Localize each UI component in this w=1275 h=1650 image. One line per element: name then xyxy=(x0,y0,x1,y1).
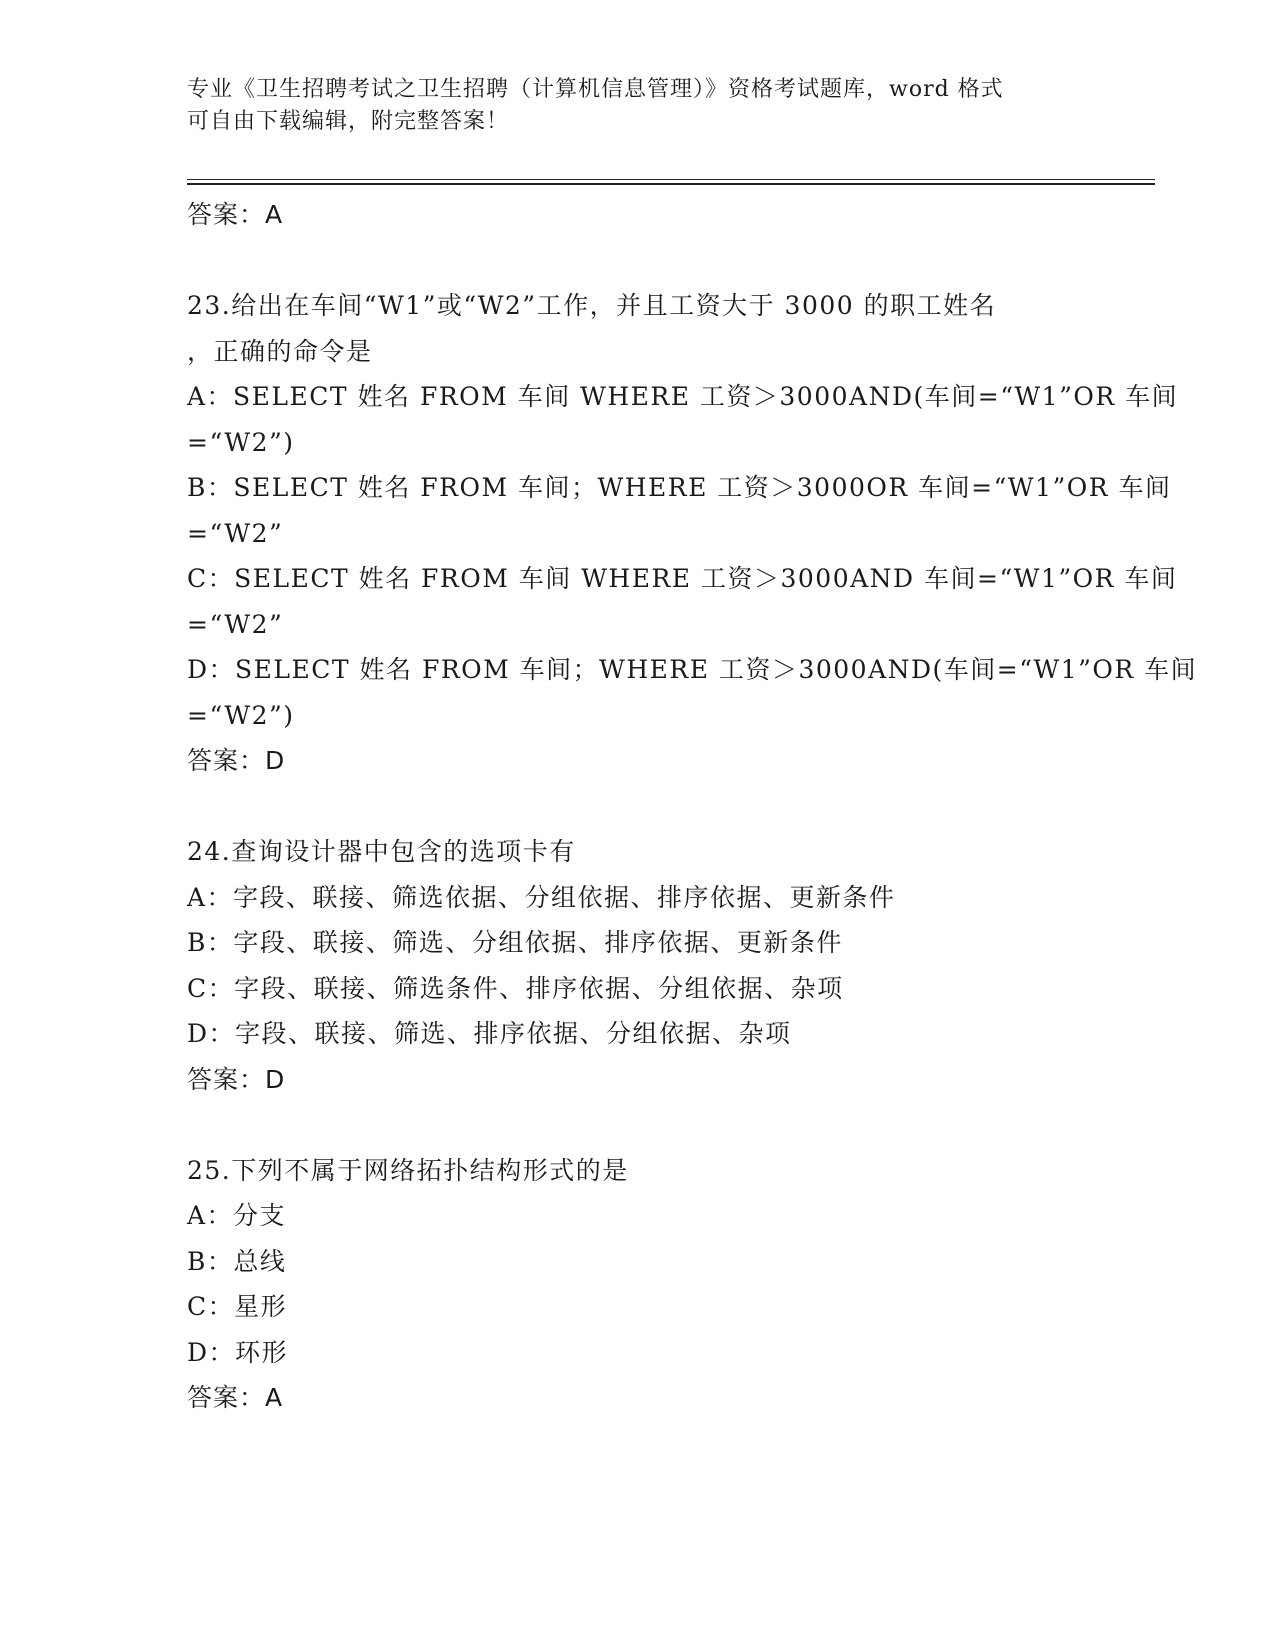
spacer xyxy=(187,784,1147,830)
question-23-option-c-line-1: C：SELECT 姓名 FROM 车间 WHERE 工资＞3000AND 车间=“W1”OR 车间 xyxy=(187,564,1178,593)
header-line-1: 专业《卫生招聘考试之卫生招聘（计算机信息管理）》资格考试题库，word 格式 xyxy=(187,77,1004,102)
question-25-stem: 25.下列不属于网络拓扑结构形式的是 xyxy=(187,1155,629,1185)
question-25-option-d: D：环形 xyxy=(187,1337,289,1367)
question-23-answer: 答案：D xyxy=(187,746,286,775)
question-list xyxy=(187,192,1198,1421)
question-25-option-c: C：星形 xyxy=(187,1292,288,1321)
question-24-answer: 答案：D xyxy=(187,1064,286,1094)
question-23-option-d-line-1: D：SELECT 姓名 FROM 车间；WHERE 工资＞3000AND(车间=“W1”OR 车间 xyxy=(187,655,1198,684)
header-divider-thin xyxy=(187,179,1155,180)
question-24-option-d: D：字段、联接、筛选、排序依据、分组依据、杂项 xyxy=(187,1019,792,1048)
question-23-option-c-line-2: =“W2” xyxy=(187,609,284,639)
question-25-option-a: A：分支 xyxy=(187,1201,287,1230)
document-header xyxy=(187,74,1067,138)
question-24-option-c: C：字段、联接、筛选条件、排序依据、分组依据、杂项 xyxy=(187,973,844,1003)
question-23-option-a-line-2: =“W2”) xyxy=(187,427,295,457)
answer-previous-question: 答案：A xyxy=(187,200,284,229)
header-line-2: 可自由下载编辑，附完整答案！ xyxy=(187,109,510,134)
question-23-option-b-line-1: B：SELECT 姓名 FROM 车间；WHERE 工资＞3000OR 车间=“W1”OR 车间 xyxy=(187,473,1172,502)
question-24-stem: 24.查询设计器中包含的选项卡有 xyxy=(187,837,576,866)
question-23-option-d-line-2: =“W2”) xyxy=(187,700,295,730)
question-23-stem-line-1: 23.给出在车间“W1”或“W2”工作，并且工资大于 3000 的职工姓名 xyxy=(187,291,997,320)
question-23-option-b-line-2: =“W2” xyxy=(187,518,284,548)
header-divider-thick xyxy=(187,183,1155,185)
spacer xyxy=(187,1102,1147,1148)
question-24-option-b: B：字段、联接、筛选、分组依据、排序依据、更新条件 xyxy=(187,928,843,957)
question-25-option-b: B：总线 xyxy=(187,1246,287,1276)
question-23-stem-line-2: ，正确的命令是 xyxy=(187,336,373,366)
question-24-option-a: A：字段、联接、筛选依据、分组依据、排序依据、更新条件 xyxy=(187,882,896,912)
question-25-answer: 答案：A xyxy=(187,1383,284,1412)
question-23-option-a-line-1: A：SELECT 姓名 FROM 车间 WHERE 工资＞3000AND(车间=“W1”OR 车间 xyxy=(187,382,1179,411)
spacer xyxy=(187,238,1147,284)
